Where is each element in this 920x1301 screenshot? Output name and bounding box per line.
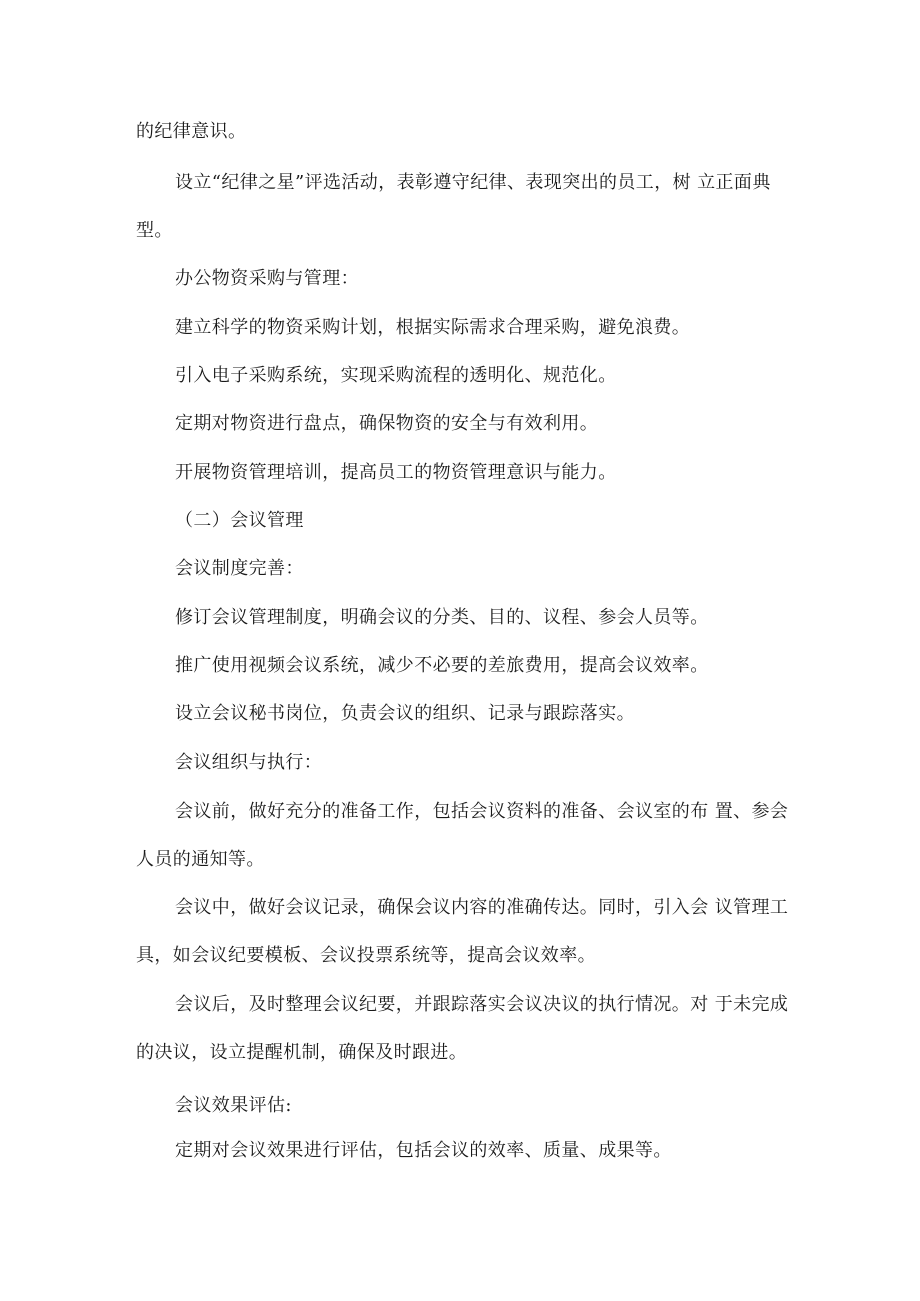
text-line: 建立科学的物资采购计划，根据实际需求合理采购，避免浪费。 [175, 317, 691, 338]
text-line: 推广使用视频会议系统，减少不必要的差旅费用，提高会议效率。 [175, 655, 709, 676]
text-line: 修订会议管理制度，明确会议的分类、目的、议程、参会人员等。 [175, 607, 709, 628]
section-heading: 会议效果评估: [175, 1095, 292, 1116]
text-line: 的纪律意识。 [136, 121, 247, 142]
text-line: 引入电子采购系统，实现采购流程的透明化、规范化。 [175, 365, 617, 386]
text-line: 定期对会议效果进行评估，包括会议的效率、质量、成果等。 [175, 1140, 672, 1161]
text-line: 开展物资管理培训，提高员工的物资管理意识与能力。 [175, 462, 617, 483]
text-line: 会议后，及时整理会议纪要，并跟踪落实会议决议的执行情况。对 于未完成 [175, 994, 789, 1015]
section-heading: 会议组织与执行： [175, 752, 323, 773]
text-line: 具，如会议纪要模板、会议投票系统等，提高会议效率。 [136, 945, 596, 966]
text-line: 定期对物资进行盘点，确保物资的安全与有效利用。 [175, 413, 599, 434]
text-line: 会议前，做好充分的准备工作，包括会议资料的准备、会议室的布 置、参会 [175, 801, 789, 822]
section-heading: 会议制度完善： [175, 558, 304, 579]
text-line: 人员的通知等。 [136, 849, 265, 870]
text-line: 会议中，做好会议记录，确保会议内容的准确传达。同时，引入会 议管理工 [175, 897, 789, 918]
text-line: 的决议，设立提醒机制，确保及时跟进。 [136, 1042, 468, 1063]
section-heading: （二）会议管理 [175, 510, 304, 531]
text-line: 设立“纪律之星”评选活动，表彰遵守纪律、表现突出的员工，树 立正面典 [175, 172, 771, 193]
section-heading: 办公物资采购与管理： [175, 268, 359, 289]
text-line: 型。 [136, 220, 173, 241]
text-line: 设立会议秘书岗位，负责会议的组织、记录与跟踪落实。 [175, 703, 635, 724]
